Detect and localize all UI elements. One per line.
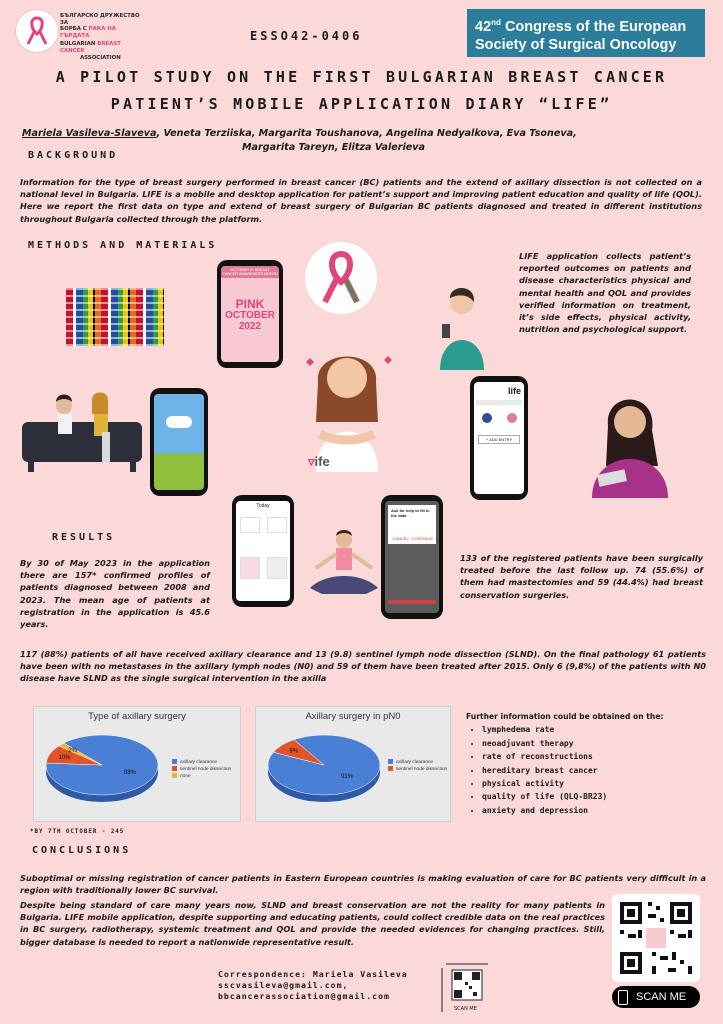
results-full-text: 117 (88%) patients of all have received axillary clearance and 13 (9.8) sentinel lymph node dissection (SLND). On the final pathology 61 patients have been with no metastases in the axillary lymph nodes (N0) and 59 of them have been treated after 2015. Only 6 (9,8%) of the patients with N0 disease have SLND as the single surgical intervention in the axilla [20, 649, 706, 684]
correspondence [218, 969, 408, 1002]
conclusions-p2: Despite being standard of care many years now, SLND and breast conservation are not the reality for many patients in Bulgaria. LIFE mobile application, despite supporting and educating patients, could collect credible data on the real practices in BC surgery, radiotherapy, systemic treatment and QOL and provide the needed evidences for changing practices. Still, bigger database is needed to report a nationwide representative result. [20, 900, 605, 947]
association-en-line2: ASSOCIATION [80, 54, 121, 61]
pink-banner-text: OCTOBER IS BREAST CANCER AWARENESS MONTH [222, 268, 278, 276]
pie-data-label: 91% [341, 773, 354, 780]
tile [267, 517, 287, 533]
app-icon [482, 413, 492, 423]
results-left-text: By 30 of May 2023 in the application there are 157* confirmed profiles of patients diagnosed between 2008 and 2023. The mean age of patients at registration in the application is 45.6 years. [20, 558, 210, 630]
year-text: 2022 [238, 321, 262, 332]
further-item: • rate of reconstructions [482, 750, 711, 763]
conclusions-heading: CONCLUSIONS [32, 845, 132, 856]
pie-data-label: 9% [289, 748, 299, 755]
october-word: OCTOBER [225, 310, 275, 321]
further-item: • anxiety and depression [482, 804, 711, 817]
app-icon [507, 413, 517, 423]
pie-data-label: 88% [123, 770, 136, 777]
background-heading: BACKGROUND [28, 150, 119, 161]
legend-item: axillary clearance [388, 759, 447, 766]
abstract-code: ESSO42-0406 [250, 29, 363, 43]
methods-text: LIFE application collects patient’s reported outcomes on patients and disease characteristics physical and mental health and QOL and provides verified information on treatment, it’s side effects, physical activity, nutrition and psychological support. [519, 251, 691, 335]
add-entry-button[interactable]: + ADD ENTRY [478, 435, 520, 444]
correspondence-line1: Correspondence: Mariela Vasileva [218, 969, 408, 979]
chart-title: Type of axillary surgery [88, 711, 186, 722]
woman-with-phone-illustration [424, 280, 494, 370]
footnote: *BY 7TH OCTOBER - 245 [30, 829, 125, 835]
legend-item: axillary clearance [172, 759, 231, 766]
phone-dialog-screen [381, 495, 443, 619]
qr-code-icon [612, 894, 700, 982]
further-item: • hereditary breast cancer [482, 764, 711, 777]
dialog-buttons[interactable]: CANCEL · CONTINUE [392, 536, 433, 541]
scan-me-label: SCAN ME [636, 991, 687, 1003]
association-bg-line1: БЪЛГАРСКО ДРУЖЕСТВО ЗА [60, 13, 140, 26]
conclusions-p1: Suboptimal or missing registration of cancer patients in Eastern European countries is making evaluation of care for BC patients very difficult in a region with traditionally lower BC survival. [20, 873, 706, 896]
world-flags-image [66, 288, 164, 346]
life-logo: ▿ife [308, 454, 330, 469]
tile [240, 517, 260, 533]
authors [22, 127, 712, 155]
small-qr-label: SCAN ME [454, 1006, 477, 1012]
congress-banner [467, 9, 705, 57]
big-qr-code[interactable] [612, 894, 700, 982]
legend-item: sentinel node dissection [388, 766, 447, 773]
authors-line2: Margarita Tareyn, Elitza Valerieva [242, 142, 426, 153]
further-item: • neoadjuvant therapy [482, 737, 711, 750]
background-text: Information for the type of breast surgery performed in breast cancer (BC) patients and the extend of axillary dissection is not collected on a national level in Bulgaria. LIFE is a mobile and desktop application for patient’s support and improving patient education and quality of life (QOL). Here we report the first data on type and extend of breast surgery of Bulgarian BC patients diagnosed and treated in different institutions throughout Bulgaria collected through the platform. [20, 177, 702, 224]
chart-axillary-surgery [33, 706, 241, 822]
poster-title [0, 64, 723, 118]
title-line2: PATIENT’S MOBILE APPLICATION DIARY “LIFE” [110, 95, 613, 113]
phone-today-screen [232, 495, 294, 607]
association-bg-line2: БОРБА С РАКА НА ГЪРДАТА [60, 26, 116, 39]
results-heading: RESULTS [52, 532, 116, 543]
lead-author: Mariela Vasileva-Slaveva [22, 128, 157, 139]
phone-icon [618, 990, 628, 1005]
further-list [466, 723, 711, 817]
association-en-line1: BULGARIAN BREAST CANCER [60, 41, 121, 54]
chart-title: Axillary surgery in pN0 [305, 711, 401, 722]
methods-heading: METHODS AND MATERIALS [28, 240, 218, 251]
results-right-text: 133 of the registered patients have been surgically treated before the last follow up. 74 (55.6%) of them had mastectomies and 59 (44.4%) had breast conservation surgeries. [460, 553, 703, 600]
ribbon-mini-icon: ▿ [308, 454, 315, 469]
chart-legend [172, 759, 231, 780]
title-line1: A PILOT STUDY ON THE FIRST BULGARIAN BREAST CANCER [55, 68, 668, 86]
phone-life-app [470, 376, 528, 500]
legend-item: none [172, 773, 231, 780]
further-item: • quality of life (QLQ-BR23) [482, 790, 711, 803]
correspondence-email2: bbcancerassociation@gmail.com [218, 991, 390, 1001]
chart-axillary-surgery-pn0 [255, 706, 451, 822]
association-logo [16, 10, 58, 52]
tile [267, 557, 287, 579]
chart-legend [388, 759, 447, 773]
phone-sky-landscape [150, 388, 208, 496]
legend-item: sentinel node dissection [172, 766, 231, 773]
pie-data-label: 2% [68, 748, 77, 755]
congress-line1: 42nd Congress of the European [475, 18, 687, 35]
women-on-couch-illustration [22, 386, 142, 476]
ribbon-circle-icon [305, 242, 377, 314]
yoga-woman-illustration [306, 528, 382, 598]
authors-line1: Mariela Vasileva-Slaveva, Veneta Terziiska, Margarita Toushanova, Angelina Nedyalkova, Eva Tsoneva, [22, 128, 577, 139]
woman-with-tablet-illustration [578, 386, 678, 498]
further-heading: Further information could be obtained on the: [466, 712, 664, 721]
app-name-text: life [507, 386, 521, 396]
further-info [466, 710, 711, 817]
pink-ribbon-icon [16, 10, 58, 52]
congress-line2: Society of Surgical Oncology [475, 36, 677, 53]
pink-word: PINK [235, 297, 265, 311]
help-dialog: Ask for help to fill in the data CANCEL · CONTINUE [388, 505, 436, 544]
association-name [60, 13, 140, 61]
pie-data-label: 10% [58, 755, 71, 762]
further-item: • physical activity [482, 777, 711, 790]
further-item: • lymphedema rate [482, 723, 711, 736]
small-qr-code[interactable] [440, 962, 494, 1018]
correspondence-email1: sscvasileva@gmail.com, [218, 980, 349, 990]
today-label: Today [256, 503, 270, 509]
tile [240, 557, 260, 579]
scan-me-button[interactable] [612, 986, 700, 1008]
phone-pink-october [217, 260, 283, 368]
